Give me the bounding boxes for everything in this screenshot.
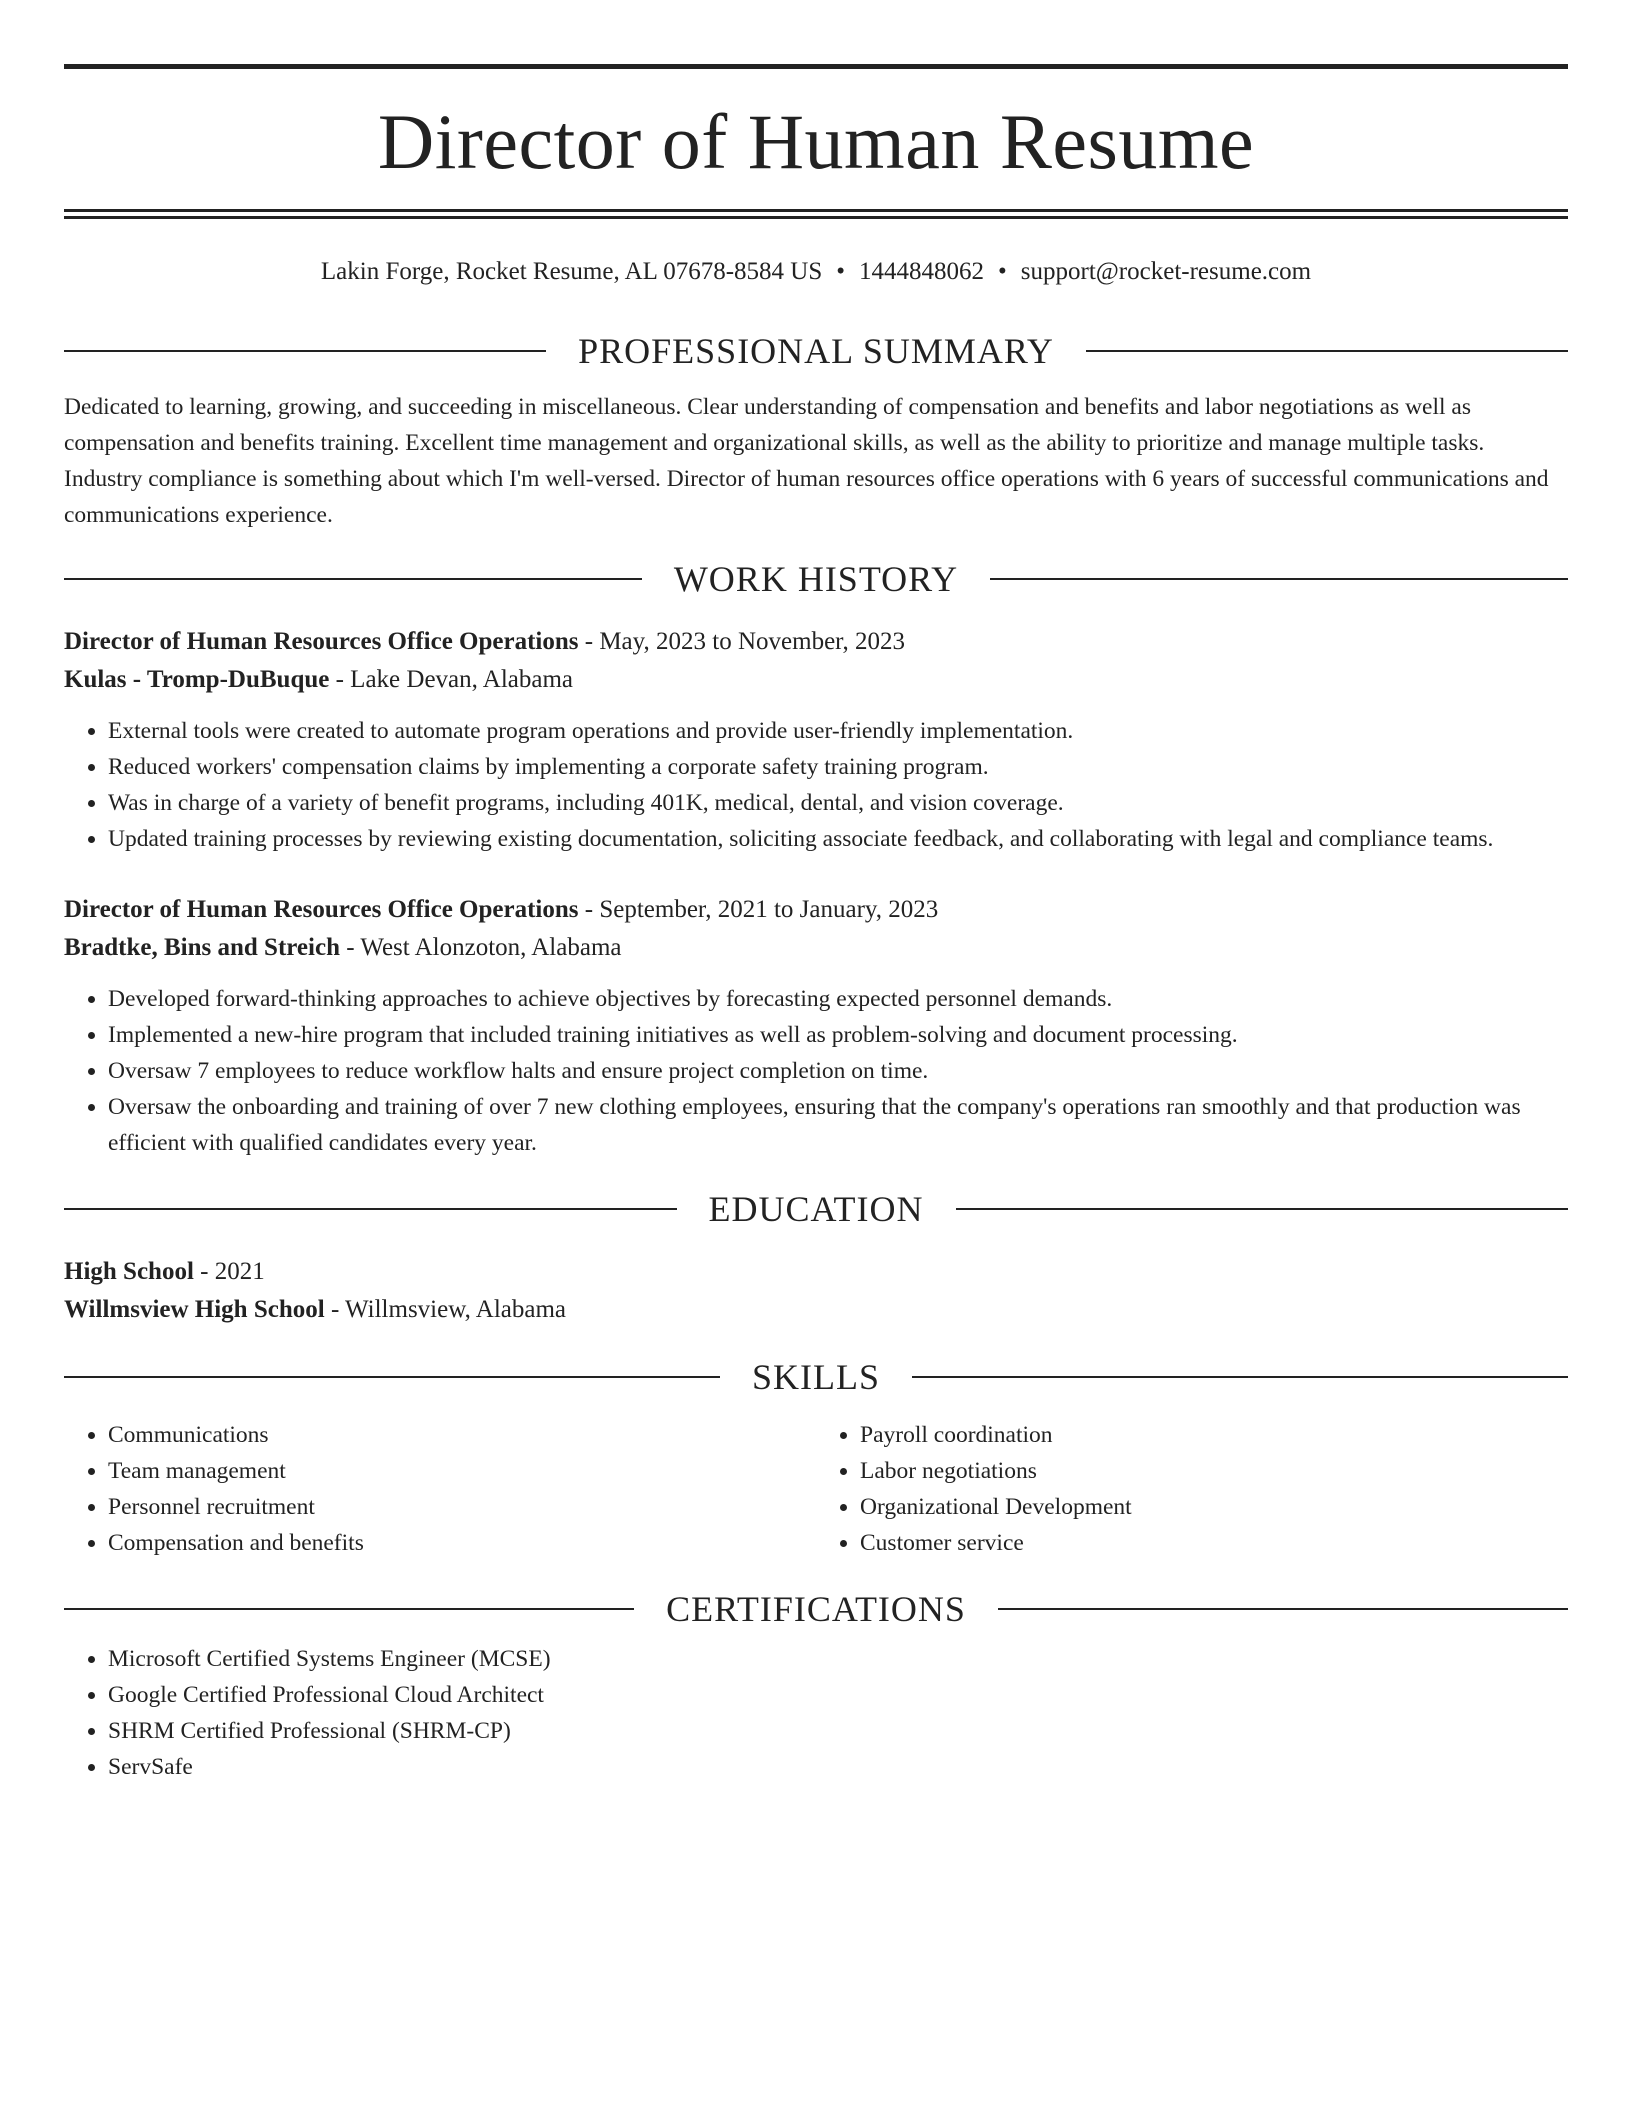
job-title: Director of Human Resources Office Operations bbox=[64, 628, 579, 655]
heading-rule bbox=[912, 1376, 1568, 1378]
list-item: • Developed forward-thinking approaches to achieve objectives by forecasting expected personnel demands. bbox=[108, 981, 1568, 1017]
job-company-line bbox=[64, 661, 1568, 699]
list-item: • Oversaw the onboarding and training of over 7 new clothing employees, ensuring that the company's operations ran smoothly and that production was efficient with qualified candidates every year. bbox=[108, 1089, 1568, 1161]
heading-rule bbox=[64, 350, 546, 352]
job-bullets bbox=[64, 713, 1568, 857]
list-item: • Oversaw 7 employees to reduce workflow halts and ensure project completion on time. bbox=[108, 1053, 1568, 1089]
education-degree: High School bbox=[64, 1258, 194, 1285]
list-item: • Communications bbox=[108, 1417, 816, 1453]
contact-line bbox=[64, 257, 1568, 287]
list-item: • Customer service bbox=[860, 1525, 1568, 1561]
list-item: • Updated training processes by reviewing existing documentation, soliciting associate feedback, and collaborating with legal and compliance teams. bbox=[108, 821, 1568, 857]
heading-rule bbox=[1086, 350, 1568, 352]
contact-email: support@rocket-resume.com bbox=[1020, 258, 1312, 285]
list-item: • Was in charge of a variety of benefit programs, including 401K, medical, dental, and vision coverage. bbox=[108, 785, 1568, 821]
list-item: • Team management bbox=[108, 1453, 816, 1489]
skills-list-right bbox=[816, 1417, 1568, 1561]
section-title: CERTIFICATIONS bbox=[666, 1589, 966, 1629]
list-item: • External tools were created to automate program operations and provide user-friendly implementation. bbox=[108, 713, 1568, 749]
section-heading-work bbox=[64, 561, 1568, 597]
job-title: Director of Human Resources Office Operations bbox=[64, 896, 579, 923]
certifications-list bbox=[64, 1641, 1568, 1785]
list-item: • Payroll coordination bbox=[860, 1417, 1568, 1453]
list-item: • SHRM Certified Professional (SHRM-CP) bbox=[108, 1713, 1568, 1749]
contact-address: Lakin Forge, Rocket Resume, AL 07678-8584 US bbox=[320, 258, 823, 285]
section-title: PROFESSIONAL SUMMARY bbox=[578, 331, 1054, 371]
heading-rule bbox=[64, 578, 642, 580]
section-heading-education bbox=[64, 1191, 1568, 1227]
section-heading-skills bbox=[64, 1359, 1568, 1395]
job-dates: - September, 2021 to January, 2023 bbox=[578, 896, 939, 923]
contact-separator: • bbox=[998, 258, 1007, 285]
section-heading-certifications bbox=[64, 1591, 1568, 1627]
list-item: • Microsoft Certified Systems Engineer (MCSE) bbox=[108, 1641, 1568, 1677]
top-rule bbox=[64, 64, 1568, 69]
section-title: SKILLS bbox=[752, 1357, 881, 1397]
education-year: - 2021 bbox=[193, 1258, 265, 1285]
job-location: - West Alonzoton, Alabama bbox=[339, 934, 622, 961]
list-item: • Organizational Development bbox=[860, 1489, 1568, 1525]
job-entry bbox=[64, 623, 1568, 857]
section-title: WORK HISTORY bbox=[673, 559, 959, 599]
job-dates: - May, 2023 to November, 2023 bbox=[578, 628, 905, 655]
job-company: Kulas - Tromp-DuBuque bbox=[64, 666, 330, 693]
heading-rule bbox=[998, 1608, 1568, 1610]
heading-rule bbox=[64, 1608, 634, 1610]
job-title-line bbox=[64, 623, 1568, 661]
heading-rule bbox=[64, 1208, 677, 1210]
list-item: • Reduced workers' compensation claims by implementing a corporate safety training program. bbox=[108, 749, 1568, 785]
education-degree-line bbox=[64, 1253, 1568, 1291]
list-item: • Compensation and benefits bbox=[108, 1525, 816, 1561]
contact-separator: • bbox=[836, 258, 846, 285]
contact-phone: 1444848062 bbox=[859, 258, 985, 285]
heading-rule bbox=[990, 578, 1568, 580]
education-school-line bbox=[64, 1291, 1568, 1329]
resume-title: Director of Human Resume bbox=[377, 98, 1255, 185]
education-location: - Willmsview, Alabama bbox=[324, 1296, 566, 1323]
list-item: • Labor negotiations bbox=[860, 1453, 1568, 1489]
skills-list-left bbox=[64, 1417, 816, 1561]
summary-text: Dedicated to learning, growing, and succeeding in miscellaneous. Clear understanding of compensation and benefits and labor negotiations as well as compensation and benefits training. Excellent time management and organizational skills, as well as the ability to prioritize and manage multiple tasks. Industry compliance is something about which I'm well-versed. Director of human resources office operations with 6 years of successful communications and communications experience. bbox=[64, 394, 1549, 528]
job-entry bbox=[64, 891, 1568, 1161]
education-school: Willmsview High School bbox=[64, 1296, 325, 1323]
list-item: • Personnel recruitment bbox=[108, 1489, 816, 1525]
job-location: - Lake Devan, Alabama bbox=[329, 666, 573, 693]
title-double-rule bbox=[64, 209, 1568, 219]
heading-rule bbox=[64, 1376, 720, 1378]
section-title: EDUCATION bbox=[708, 1189, 924, 1229]
job-title-line bbox=[64, 891, 1568, 929]
job-company: Bradtke, Bins and Streich bbox=[64, 934, 340, 961]
education-entry bbox=[64, 1253, 1568, 1329]
skills-columns bbox=[64, 1417, 1568, 1561]
list-item: • ServSafe bbox=[108, 1749, 1568, 1785]
list-item: • Google Certified Professional Cloud Architect bbox=[108, 1677, 1568, 1713]
heading-rule bbox=[956, 1208, 1569, 1210]
section-heading-summary bbox=[64, 333, 1568, 369]
job-bullets bbox=[64, 981, 1568, 1161]
job-company-line bbox=[64, 929, 1568, 967]
list-item: • Implemented a new-hire program that included training initiatives as well as problem-solving and document processing. bbox=[108, 1017, 1568, 1053]
